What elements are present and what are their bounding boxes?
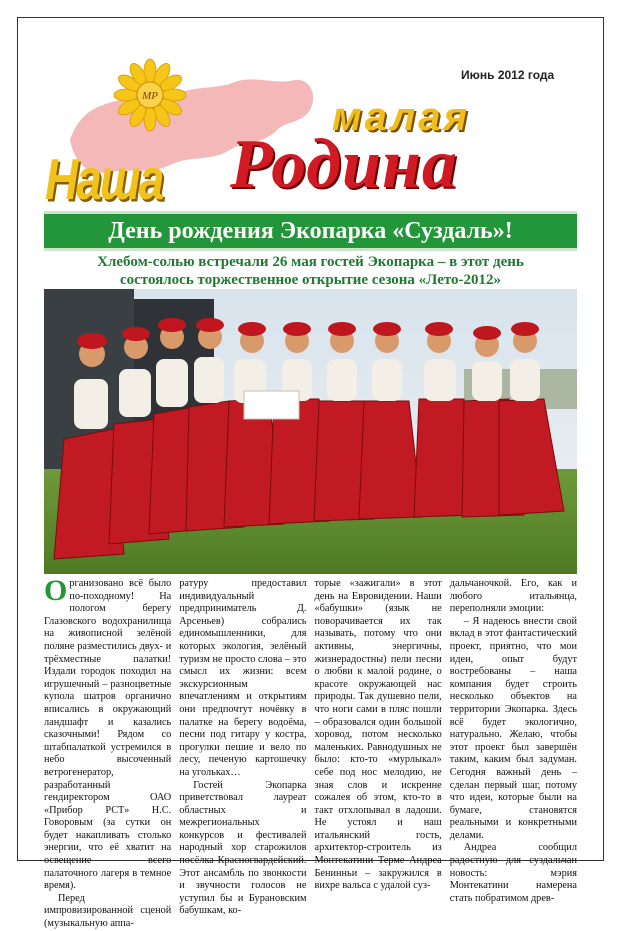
subheadline-line: Хлебом-солью встречали 26 мая гостей Экопарка – в этот день (97, 254, 524, 270)
article-paragraph: – Я надеюсь внести свой вклад в этот фантастический проект, приятно, что мои идеи, опыт будут востребованы – наша компания будет строить несколько объектов на территории Экопарка. Здесь всё будет экологично, натурально. Желаю, чтобы этот проект был завершён таким, каким был задуман. Сегодня важный день – сделан первый шаг, потому что идеи, которые были на бумаге, становятся реальными и конкретными делами. (449, 615, 577, 841)
subheadline (44, 253, 577, 289)
masthead-word-nasha: Наша (45, 146, 163, 212)
article-paragraph: Гостей Экопарка приветствовал лауреат областных и межрегиональных конкурсов и фестивалей народный хор старожилов посёлка Красногвардейский. Этот ансамбль по звонкости и звучности голосов не уступил бы и Бурановским бабушкам, ко- (179, 779, 307, 917)
sunflower-emblem-icon (115, 60, 185, 130)
article-paragraph: дальчаночкой. Его, как и любого итальянца, переполняли эмоции: (449, 578, 577, 615)
subheadline-line: состоялось торжественное открытие сезона «Лето-2012» (119, 272, 502, 288)
headline: День рождения Экопарка «Суздаль»! (108, 217, 513, 244)
choir-photo (44, 289, 577, 574)
emblem-text: МР (142, 90, 158, 102)
masthead (40, 50, 580, 210)
article-paragraph: Перед импровизированной сценой (музыкальную аппа- (44, 892, 172, 930)
headline-banner (44, 211, 577, 251)
article-column-3 (314, 578, 442, 892)
article-column-2 (179, 578, 307, 917)
masthead-word-rodina: Родина (230, 126, 458, 203)
article-paragraph: торые «зажигали» в этот день на Евровидении. Наши «бабушки» (язык не поворачивается их так называть, потому что они активны, энергичны, жизнерадостны) пели песни о любви к малой родине, о красоте окружающей нас природы. Так душевно пели, что ноги сами в пляс пошли – образовался один большой хоровод, потом несколько маленьких. Равнодушных не было: кто-то «мурлыкал» себе под нос мелодию, не зная слов и искренне сожалея об этом, кто-то в такт отхлопывал в ладоши. Не устоял и наш итальянский гость, архитектор-строитель из Монтекатини Терме Андреа Бенинньи – закружился в вихре вальса с удалой суз- (314, 578, 442, 892)
article-column-4 (449, 578, 577, 904)
issue-date: Июнь 2012 года (461, 68, 555, 82)
article-paragraph: рганизовано всё было по-походному! На пологом берегу Глазовского водохранилища на живописной зелёной поляне разместились двух- и трёхместные палатки! Издали городок походил на игрушечный – разноцветные купола шатров органично вписались в окружающий ландшафт и казались сказочными! Рядом со штабпалаткой устремился в небо высоченный ветрогенератор, разработанный гендиректором ОАО «Прибор РСТ» Н.С. Говоровым (за сутки он будет накапливать столько энергии, что её хватит на освещение всего палаточного лагеря в темное время). (44, 578, 172, 892)
article-paragraph: Андреа сообщил радостную для суздальчан новость: мэрия Монтекатини намерена стать побратимом древ- (449, 842, 577, 904)
article-column-1 (44, 574, 172, 930)
article-paragraph: ратуру предоставил индивидуальный предприниматель Д. Арсеньев) собрались единомышленники, для которых экология, зелёный туризм не просто слова – это смысл их жизни: всем экскурсионным впечатлениям и открытиям они предпочтут ночёвку в палатке на берегу водоёма, песни под гитару у костра, прогулки пешие и вело по лесу, печеную картошечку на угольках… (179, 578, 307, 778)
article-body (44, 574, 577, 930)
masthead-word-malaya: малая (332, 95, 471, 139)
dropcap: О (44, 574, 68, 607)
